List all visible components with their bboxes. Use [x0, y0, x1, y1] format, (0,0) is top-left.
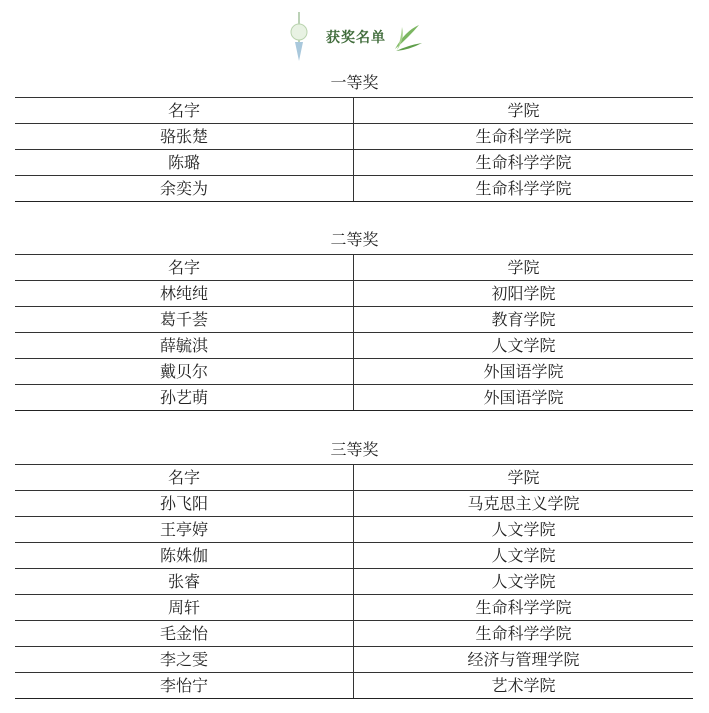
- column-header-name: 名字: [15, 465, 354, 491]
- table-header-row: [15, 255, 693, 281]
- section-title-second-prize: 二等奖: [330, 230, 379, 249]
- table-row: [15, 647, 693, 673]
- winner-college: 生命科学学院: [354, 124, 694, 150]
- winner-college: 生命科学学院: [354, 176, 694, 202]
- winner-college: 生命科学学院: [354, 150, 694, 176]
- table-row: [15, 124, 693, 150]
- table-row: [15, 569, 693, 595]
- winner-name: 葛千荟: [15, 307, 354, 333]
- table-row: [15, 385, 693, 411]
- winner-name: 孙飞阳: [15, 491, 354, 517]
- table-row: [15, 176, 693, 202]
- winner-name: 周轩: [15, 595, 354, 621]
- winner-name: 骆张楚: [15, 124, 354, 150]
- winner-name: 毛金怡: [15, 621, 354, 647]
- second-prize-table: [15, 254, 693, 411]
- table-row: [15, 150, 693, 176]
- winner-college: 经济与管理学院: [354, 647, 694, 673]
- column-header-name: 名字: [15, 98, 354, 124]
- winner-name: 李之雯: [15, 647, 354, 673]
- winner-college: 初阳学院: [354, 281, 694, 307]
- table-row: [15, 491, 693, 517]
- winner-college: 教育学院: [354, 307, 694, 333]
- bamboo-leaf-icon: [393, 21, 423, 55]
- page-title: 获奖名单: [326, 30, 386, 46]
- winner-name: 陈璐: [15, 150, 354, 176]
- table-row: [15, 307, 693, 333]
- table-header-row: [15, 465, 693, 491]
- winner-college: 生命科学学院: [354, 621, 694, 647]
- winner-college: 人文学院: [354, 543, 694, 569]
- winner-name: 孙艺萌: [15, 385, 354, 411]
- column-header-college: 学院: [354, 465, 694, 491]
- table-row: [15, 359, 693, 385]
- table-header-row: [15, 98, 693, 124]
- column-header-name: 名字: [15, 255, 354, 281]
- winner-college: 生命科学学院: [354, 595, 694, 621]
- table-row: [15, 281, 693, 307]
- table-row: [15, 621, 693, 647]
- winner-college: 马克思主义学院: [354, 491, 694, 517]
- winner-name: 薛毓淇: [15, 333, 354, 359]
- winner-college: 人文学院: [354, 569, 694, 595]
- winner-college: 外国语学院: [354, 359, 694, 385]
- column-header-college: 学院: [354, 98, 694, 124]
- column-header-college: 学院: [354, 255, 694, 281]
- winner-name: 李怡宁: [15, 673, 354, 699]
- winner-name: 陈姝伽: [15, 543, 354, 569]
- table-row: [15, 333, 693, 359]
- table-row: [15, 595, 693, 621]
- wind-chime-icon: [288, 12, 310, 62]
- winner-college: 艺术学院: [354, 673, 694, 699]
- winner-name: 林纯纯: [15, 281, 354, 307]
- winner-college: 人文学院: [354, 517, 694, 543]
- table-row: [15, 673, 693, 699]
- table-row: [15, 517, 693, 543]
- section-title-third-prize: 三等奖: [330, 440, 379, 459]
- table-row: [15, 543, 693, 569]
- winner-name: 张睿: [15, 569, 354, 595]
- page-header: [0, 12, 709, 62]
- winner-college: 人文学院: [354, 333, 694, 359]
- section-title-first-prize: 一等奖: [330, 73, 379, 92]
- winner-name: 余奕为: [15, 176, 354, 202]
- winner-college: 外国语学院: [354, 385, 694, 411]
- first-prize-table: [15, 97, 693, 202]
- third-prize-table: [15, 464, 693, 699]
- winner-name: 王亭婷: [15, 517, 354, 543]
- winner-name: 戴贝尔: [15, 359, 354, 385]
